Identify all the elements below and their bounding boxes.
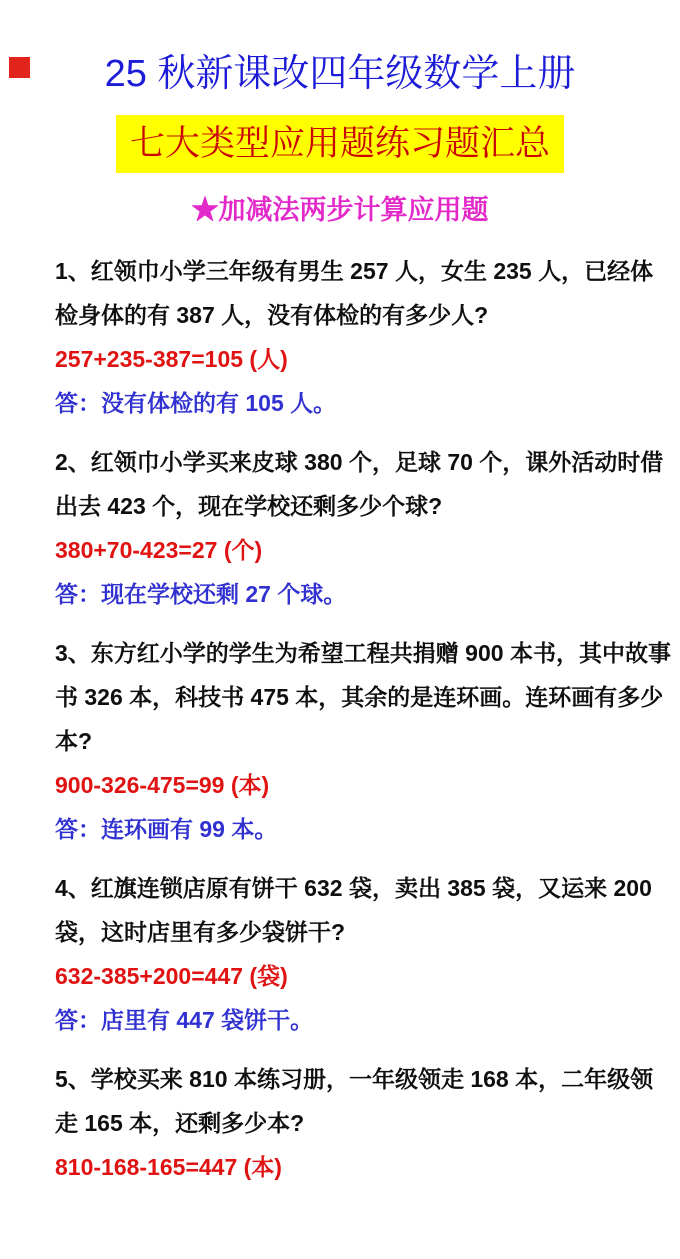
question-line: 5、学校买来 810 本练习册，一年级领走 168 本，二年级领 xyxy=(55,1066,654,1092)
worksheet-page xyxy=(0,50,680,1259)
section-heading: ★加减法两步计算应用题 xyxy=(191,195,489,225)
answer-line: 答：没有体检的有 105 人。 xyxy=(55,390,337,416)
equation-line: 632-385+200=447 (袋) xyxy=(55,963,288,989)
problem-1 xyxy=(55,249,680,425)
question-line: 袋，这时店里有多少袋饼干? xyxy=(55,919,346,945)
problems-list xyxy=(55,249,680,1189)
question-line: 走 165 本，还剩多少本? xyxy=(55,1110,305,1136)
problem-3 xyxy=(55,631,680,851)
question-line: 2、红领巾小学买来皮球 380 个，足球 70 个，课外活动时借 xyxy=(55,449,664,475)
answer-line: 答：店里有 447 袋饼干。 xyxy=(55,1007,314,1033)
question-line: 3、东方红小学的学生为希望工程共捐赠 900 本书，其中故事 xyxy=(55,640,671,666)
equation-line: 380+70-423=27 (个) xyxy=(55,537,263,563)
equation-line: 257+235-387=105 (人) xyxy=(55,346,288,372)
subtitle-row xyxy=(0,115,680,173)
question-line: 4、红旗连锁店原有饼干 632 袋，卖出 385 袋，又运来 200 xyxy=(55,875,652,901)
question-line: 书 326 本，科技书 475 本，其余的是连环画。连环画有多少 xyxy=(55,684,664,710)
subtitle-highlight: 七大类型应用题练习题汇总 xyxy=(116,115,564,173)
answer-line: 答：连环画有 99 本。 xyxy=(55,816,278,842)
problem-2 xyxy=(55,440,680,616)
question-line: 出去 423 个，现在学校还剩多少个球? xyxy=(55,493,443,519)
question-line: 1、红领巾小学三年级有男生 257 人，女生 235 人，已经体 xyxy=(55,258,654,284)
problem-4 xyxy=(55,866,680,1042)
answer-line: 答：现在学校还剩 27 个球。 xyxy=(55,581,347,607)
problem-5 xyxy=(55,1057,680,1189)
equation-line: 810-168-165=447 (本) xyxy=(55,1154,282,1180)
equation-line: 900-326-475=99 (本) xyxy=(55,772,270,798)
question-line: 检身体的有 387 人，没有体检的有多少人? xyxy=(55,302,489,328)
red-corner-marker xyxy=(9,57,30,78)
question-line: 本? xyxy=(55,728,93,754)
page-title: 25 秋新课改四年级数学上册 xyxy=(104,53,576,95)
